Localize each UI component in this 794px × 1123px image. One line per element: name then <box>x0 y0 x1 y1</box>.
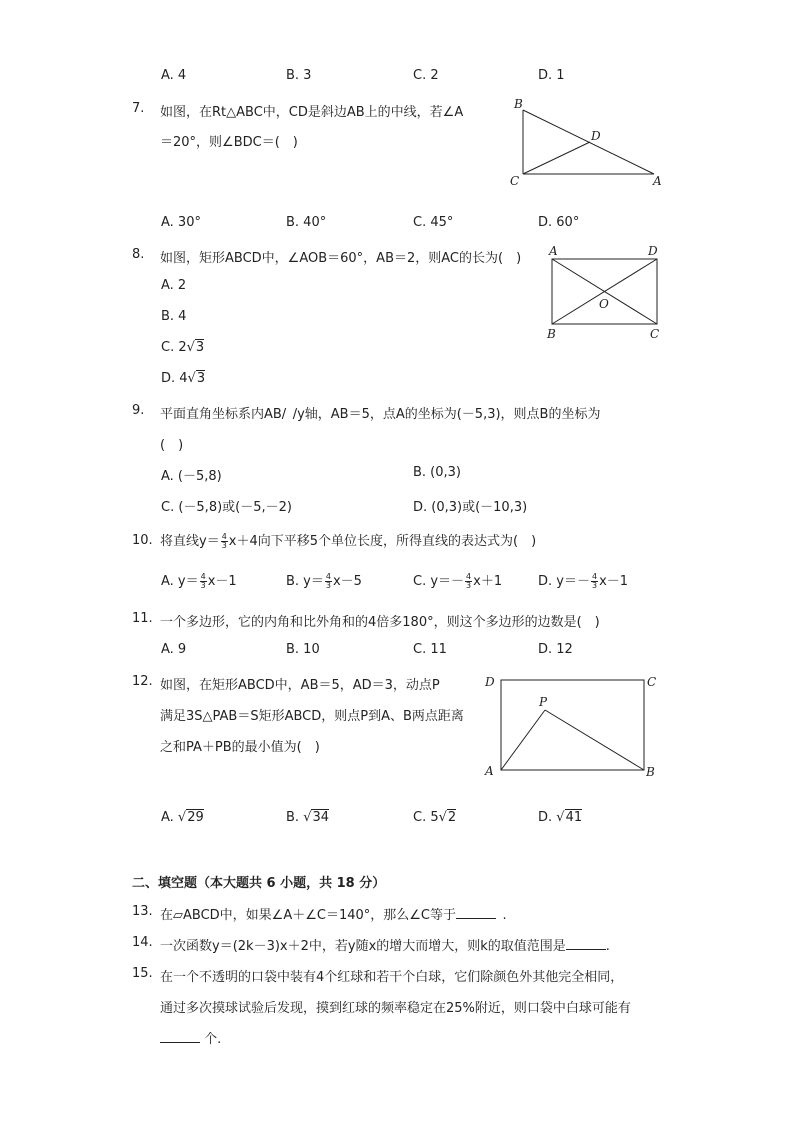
q8-rectangle-figure <box>540 240 670 342</box>
q8-label-a: A <box>549 244 558 258</box>
q6-option-a: A. 4 <box>161 68 187 83</box>
q9-option-c: C. (－5,8)或(－5,－2) <box>161 500 292 515</box>
q8-option-c: C. 2√3 <box>161 340 205 355</box>
q12-text-line3: 之和PA＋PB的最小值为( ) <box>160 740 320 755</box>
q15-answer-blank[interactable] <box>160 1030 200 1043</box>
q10-option-a: A. y＝ $\frac{4}{3}$ x－1 <box>161 572 237 590</box>
q7-label-d: D <box>591 129 601 143</box>
q12-option-d: D. √41 <box>538 810 583 825</box>
q12-label-p: P <box>539 695 548 709</box>
q7-option-d: D. 60° <box>538 215 580 230</box>
q7-text-line1: 如图，在Rt△ABC中，CD是斜边AB上的中线，若∠A <box>160 105 464 120</box>
q8-number: 8. <box>132 247 145 262</box>
q9-option-b: B. (0,3) <box>413 465 462 480</box>
q12-option-a: A. √29 <box>161 810 204 825</box>
q9-option-a: A. (－5,8) <box>161 469 222 484</box>
q6-option-b: B. 3 <box>286 68 312 83</box>
q7-label-b: B <box>514 97 523 111</box>
q11-text: 一个多边形，它的内角和比外角和的4倍多180°，则这个多边形的边数是( ) <box>160 615 600 630</box>
q12-rectangle-figure <box>480 668 665 783</box>
q8-label-d: D <box>648 244 658 258</box>
q12-text-line2: 满足3S△PAB＝S矩形ABCD，则点P到A、B两点距离 <box>160 709 464 724</box>
q8-option-a: A. 2 <box>161 278 187 293</box>
q9-option-d: D. (0,3)或(－10,3) <box>413 500 528 515</box>
q12-label-d: D <box>485 675 495 689</box>
q14-text: 一次函数y＝(2k－3)x＋2中，若y随x的增大而增大，则k的取值范围是 . <box>160 939 610 954</box>
q10-text: 将直线y＝ $\frac{4}{3}$ x＋4向下平移5个单位长度，所得直线的表达式为( ) <box>160 532 537 550</box>
q10-option-d: D. y＝－ $\frac{4}{3}$ x－1 <box>538 572 629 590</box>
q10-option-b: B. y＝ $\frac{4}{3}$ x－5 <box>286 572 362 590</box>
q14-answer-blank[interactable] <box>566 937 606 950</box>
q11-number: 11. <box>132 611 153 626</box>
q12-label-c: C <box>647 675 657 689</box>
q6-option-d: D. 1 <box>538 68 565 83</box>
q13-answer-blank[interactable] <box>456 906 496 919</box>
q12-label-a: A <box>485 764 494 778</box>
q6-option-c: C. 2 <box>413 68 439 83</box>
q7-label-c: C <box>510 174 520 188</box>
q15-text-line3: 个. <box>160 1028 221 1047</box>
q8-option-b: B. 4 <box>161 309 187 324</box>
q9-number: 9. <box>132 403 145 418</box>
q12-option-b: B. √34 <box>286 810 330 825</box>
q15-text-line1: 在一个不透明的口袋中装有4个红球和若干个白球，它们除颜色外其他完全相同， <box>160 970 624 985</box>
q9-text-line1: 平面直角坐标系内AB/ /y轴，AB＝5，点A的坐标为(－5,3)，则点B的坐标为 <box>160 407 601 422</box>
q7-triangle-figure <box>508 95 668 190</box>
q8-label-b: B <box>547 327 556 341</box>
q7-option-a: A. 30° <box>161 215 201 230</box>
q11-option-d: D. 12 <box>538 642 573 657</box>
q8-label-c: C <box>650 327 660 341</box>
q9-text-line2: ( ) <box>160 438 184 453</box>
q12-option-c: C. 5√2 <box>413 810 457 825</box>
q7-text-line2: ＝20°，则∠BDC＝( ) <box>160 135 298 150</box>
q12-number: 12. <box>132 674 153 689</box>
q12-label-b: B <box>646 765 655 779</box>
q8-option-d: D. 4√3 <box>161 371 206 386</box>
q10-number: 10. <box>132 533 153 548</box>
q7-number: 7. <box>132 101 145 116</box>
q12-text-line1: 如图，在矩形ABCD中，AB＝5，AD＝3，动点P <box>160 678 440 693</box>
q7-option-c: C. 45° <box>413 215 454 230</box>
q13-number: 13. <box>132 904 153 919</box>
q7-option-b: B. 40° <box>286 215 327 230</box>
q14-number: 14. <box>132 935 153 950</box>
section-fill-in-title: 二、填空题（本大题共 6 小题，共 18 分） <box>132 876 386 891</box>
q8-label-o: O <box>599 297 609 311</box>
q15-number: 15. <box>132 966 153 981</box>
q11-option-a: A. 9 <box>161 642 187 657</box>
q11-option-c: C. 11 <box>413 642 447 657</box>
q8-text-line1: 如图，矩形ABCD中，∠AOB＝60°，AB＝2，则AC的长为( ) <box>160 251 522 266</box>
q11-option-b: B. 10 <box>286 642 320 657</box>
q10-option-c: C. y＝－ $\frac{4}{3}$ x＋1 <box>413 572 503 590</box>
q15-text-line2: 通过多次摸球试验后发现，摸到红球的频率稳定在25%附近，则口袋中白球可能有 <box>160 1001 631 1016</box>
q13-text: 在▱ABCD中，如果∠A＋∠C＝140°，那么∠C等于 . <box>160 908 507 923</box>
q7-label-a: A <box>653 174 662 188</box>
